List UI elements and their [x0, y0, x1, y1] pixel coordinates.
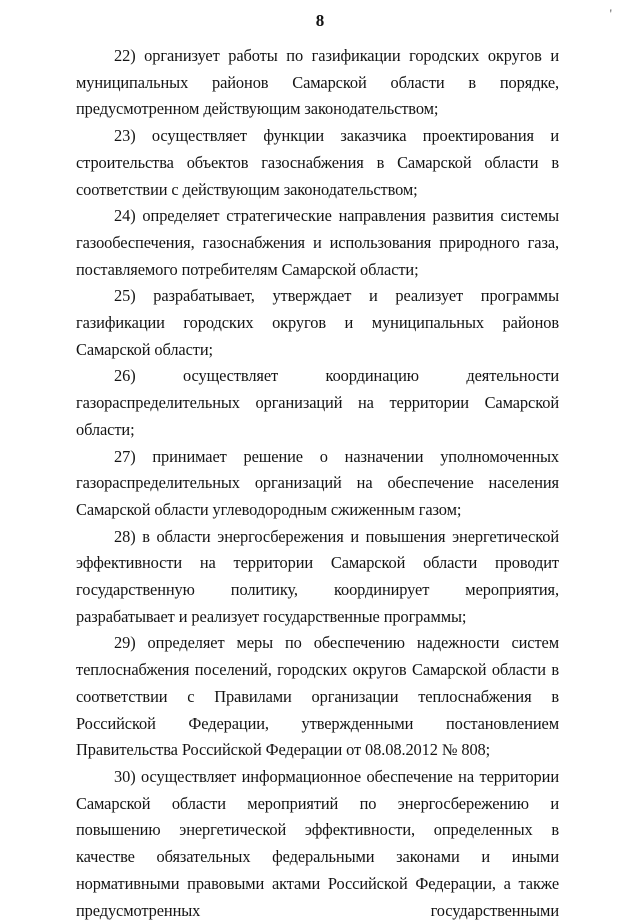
paragraph-item-27: 27) принимает решение о назначении уполномоченных газораспределительных организаций на обеспечение населения Самарской области углеводородным сжиженным газом;	[76, 446, 559, 519]
paragraph-item-24: 24) определяет стратегические направления развития системы газообеспечения, газоснабжения и использования природного газа, поставляемого потребителям Самарской области;	[76, 206, 559, 279]
document-body	[76, 43, 559, 924]
paragraph-item-25: 25) разрабатывает, утверждает и реализует программы газификации городских округов и муниципальных районов Самарской области;	[76, 286, 559, 359]
paragraph-item-29: 29) определяет меры по обеспечению надежности систем теплоснабжения поселений, городских округов Самарской области в соответствии с Правилами организации теплоснабжения в Российской Федерации, утвержденными постановлением Правительства Российской Федерации от 08.08.2012 № 808;	[76, 633, 559, 760]
paragraph-item-30: 30) осуществляет информационное обеспечение на территории Самарской области мероприятий по энергосбережению и повышению энергетической эффективности, определенных в качестве обязательных федеральными законами и иными нормативными правовыми актами Российской Федерации, а также предусмотренных государственными	[76, 766, 559, 920]
paragraph-item-26: 26) осуществляет координацию деятельности газораспределительных организаций на территории Самарской области;	[76, 366, 559, 439]
page-number: 8	[315, 11, 325, 30]
paragraph-item-28: 28) в области энергосбережения и повышения энергетической эффективности на территории Самарской области проводит государственную политику, координирует мероприятия, разрабатывает и реализует государственные программы;	[76, 526, 559, 626]
paragraph-item-22: 22) организует работы по газификации городских округов и муниципальных районов Самарской области в порядке, предусмотренном действующим законодательством;	[76, 46, 559, 119]
paragraph-item-23: 23) осуществляет функции заказчика проектирования и строительства объектов газоснабжения в Самарской области в соответствии с действующим законодательством;	[76, 126, 559, 199]
scan-mark: '	[609, 6, 612, 21]
